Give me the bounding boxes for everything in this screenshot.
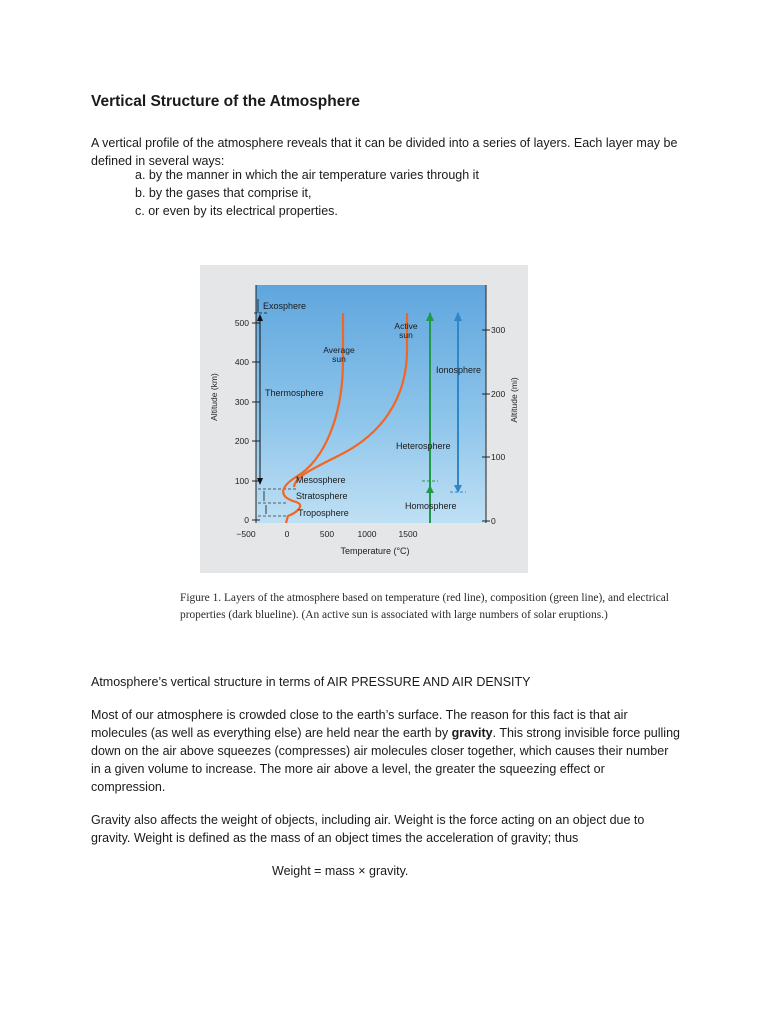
x-tick-label: 1500 [398, 529, 418, 539]
troposphere-label: Troposphere [298, 508, 349, 518]
average-sun-label: Average [323, 345, 355, 355]
x-axis-label: Temperature (°C) [340, 546, 410, 556]
mi-tick-label: 0 [491, 516, 496, 526]
homosphere-label: Homosphere [405, 501, 457, 511]
y-axis-left-label: Altitude (km) [209, 373, 219, 421]
paragraph-text: Most of our atmosphere is crowded close to the earth’s surface. The reason for this fact is that air molecules (as well as everything else) are held near the earth by [91, 708, 628, 740]
km-tick-label: 500 [234, 318, 249, 328]
atmosphere-layers-figure [200, 265, 528, 573]
active-sun-label: Active [394, 321, 418, 331]
km-tick-label: 300 [234, 397, 249, 407]
km-tick-label: 400 [234, 357, 249, 367]
weight-paragraph: Gravity also affects the weight of objects, including air. Weight is the force acting on an object due to gravity. Weight is defined as the mass of an object times the acceleration of gravity; thus [91, 813, 645, 845]
list-item: a. by the manner in which the air temperature varies through it [135, 168, 479, 182]
gravity-term: gravity [451, 726, 493, 740]
intro-paragraph: A vertical profile of the atmosphere reveals that it can be divided into a series of layers. Each layer may be defined in several ways: [91, 136, 678, 168]
x-tick-label: 0 [284, 529, 290, 539]
average-sun-label: sun [332, 354, 346, 364]
figure-caption: Figure 1. Layers of the atmosphere based on temperature (red line), composition (green line), and electrical properties (dark blueline). (An active sun is associated with large numbers of solar eruptions.) [180, 592, 669, 621]
y-axis-right-label: Altitude (mi) [509, 377, 519, 423]
exosphere-label: Exosphere [263, 301, 307, 311]
atmosphere-diagram [200, 265, 528, 573]
km-tick-label: 0 [244, 515, 249, 525]
km-tick-label: 100 [234, 476, 249, 486]
weight-formula: Weight = mass × gravity. [272, 864, 409, 878]
x-tick-label: 1000 [357, 529, 377, 539]
page-title: Vertical Structure of the Atmosphere [91, 93, 361, 110]
km-tick-label: 200 [234, 436, 249, 446]
ionosphere-label: Ionosphere [436, 365, 482, 375]
heterosphere-label: Heterosphere [396, 441, 451, 451]
ways-list [135, 166, 479, 220]
stratosphere-label: Stratosphere [296, 491, 348, 501]
list-item: b. by the gases that comprise it, [135, 186, 312, 200]
list-item: c. or even by its electrical properties. [135, 204, 338, 218]
section-heading: Atmosphere’s vertical structure in terms of AIR PRESSURE AND AIR DENSITY [91, 675, 531, 689]
x-tick-label: −500 [236, 529, 256, 539]
mesosphere-label: Mesosphere [296, 475, 346, 485]
thermosphere-label: Thermosphere [265, 388, 324, 398]
x-tick-label: 500 [319, 529, 335, 539]
mi-tick-label: 300 [491, 325, 506, 335]
gravity-paragraph [91, 706, 681, 796]
mi-tick-label: 200 [491, 389, 506, 399]
plot-background [256, 285, 486, 523]
paragraph-text: . This strong invisible force pulling down on the air above squeezes (compresses) air molecules closer together, which causes their number in a given volume to increase. The more air above a level, the greater the squeezing effect or compression. [91, 726, 680, 794]
active-sun-label: sun [399, 330, 413, 340]
mi-tick-label: 100 [491, 452, 506, 462]
